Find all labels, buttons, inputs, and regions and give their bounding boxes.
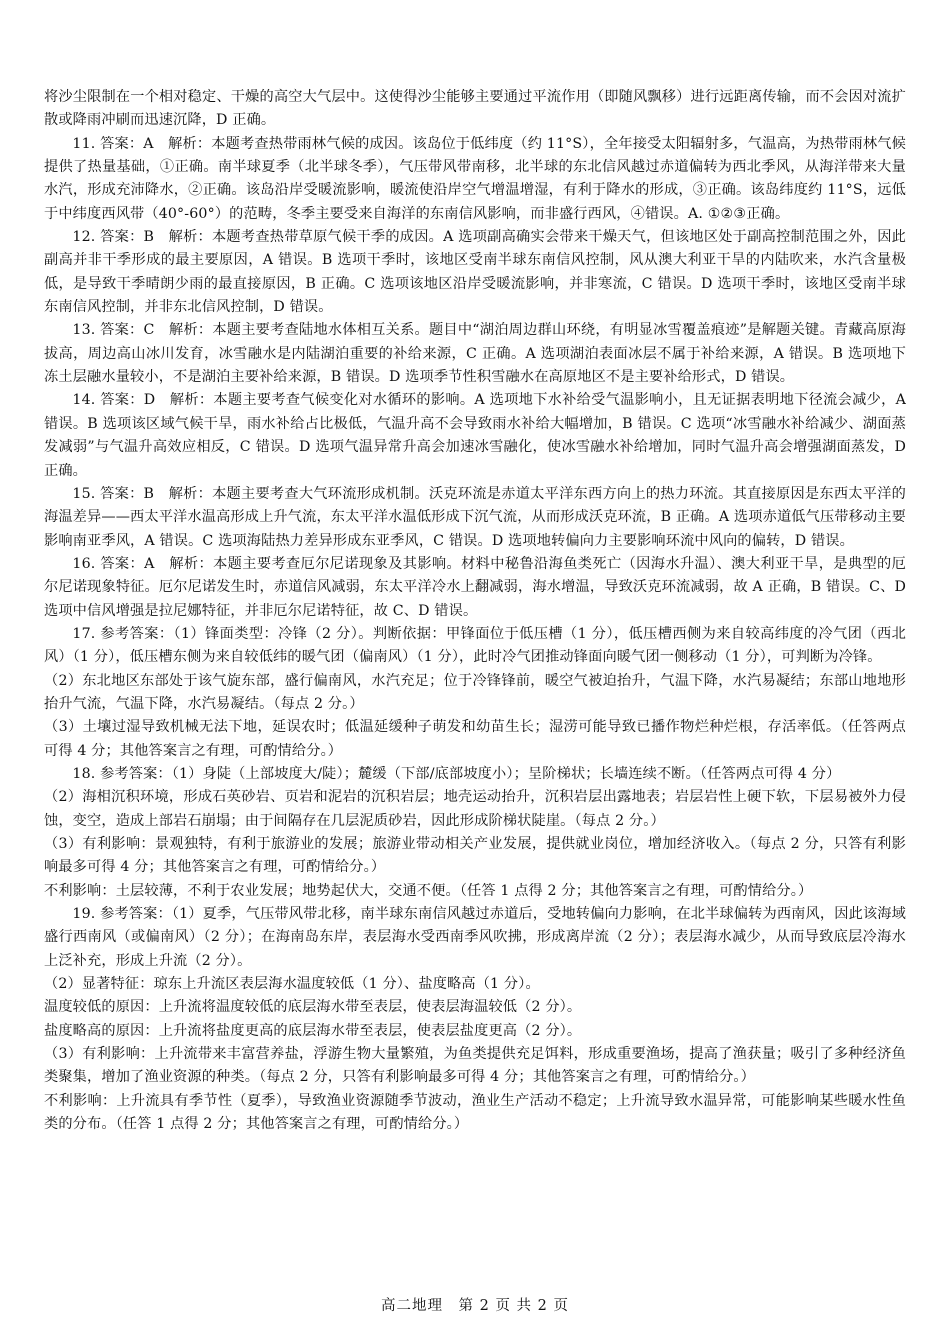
answer-paragraph: （3）土壤过湿导致机械无法下地，延误农时；低温延缓种子萌发和幼苗生长；湿涝可能导致已播作物烂种烂根，存活率低。（任答两点可得 4 分；其他答案言之有理，可酌情给分。） — [44, 719, 906, 759]
answer-paragraph: 14. 答案：D 解析：本题主要考查气候变化对水循环的影响。A 选项地下水补给受气温影响小，且无证据表明地下径流会减少，A 错误。B 选项该区域气候干旱，雨水补给占比极低，气温升高不会导致雨水补给大幅增加，B 错误。C 选项“冰雪融水补给减少、湖面蒸发减弱”与气温升高效应相反，C 错误。D 选项气温异常升高会加速冰雪融化，使冰雪融水补给增加，同时气温升高会增强湖面蒸发，D 正确。 — [44, 392, 906, 479]
answer-paragraph: （3）有利影响：景观独特，有利于旅游业的发展；旅游业带动相关产业发展，提供就业岗位，增加经济收入。（每点 2 分，只答有利影响最多可得 4 分；其他答案言之有理，可酌情给分。） — [44, 836, 906, 876]
answer-paragraph: （2）显著特征：琼东上升流区表层海水温度较低（1 分）、盐度略高（1 分）。 — [44, 976, 540, 993]
answer-paragraph: 不利影响：上升流具有季节性（夏季），导致渔业资源随季节波动，渔业生产活动不稳定；上升流导致水温异常，可能影响某些暖水性鱼类的分布。（任答 1 点得 2 分；其他答案言之有理，可酌情给分。） — [44, 1092, 906, 1133]
answer-paragraph: 11. 答案：A 解析：本题考查热带雨林气候的成因。该岛位于低纬度（约 11°S），全年接受太阳辐射多，气温高，为热带雨林气候提供了热量基础，①正确。南半球夏季（北半球冬季），气压带风带南移，北半球的东北信风越过赤道偏转为西北季风，从海洋带来大量水汽，形成充沛降水，②正确。该岛沿岸受暖流影响，暖流使沿岸空气增温增湿，有利于降水的形成，③正确。该岛纬度约 11°S，远低于中纬度西风带（40°-60°）的范畴，冬季主要受来自海洋的东南信风影响，而非盛行西风，④错误。A. ①②③正确。 — [44, 135, 906, 222]
answer-paragraph: （2）海相沉积环境，形成石英砂岩、页岩和泥岩的沉积岩层；地壳运动抬升，沉积岩层出露地表；岩层岩性上硬下软，下层易被外力侵蚀，变空，造成上部岩石崩塌；由于间隔存在几层泥质砂岩，因此形成阶梯状陡崖。（每点 2 分。） — [44, 789, 906, 829]
answer-paragraph: 18. 参考答案：（1）身陡（上部坡度大/陡）；麓缓（下部/底部坡度小）；呈阶梯状；长墙连续不断。（任答两点可得 4 分） — [72, 765, 841, 782]
answer-paragraph: 17. 参考答案：（1）锋面类型：冷锋（2 分）。判断依据：甲锋面位于低压槽（1 分），低压槽西侧为来自较高纬度的冷气团（西北风）（1 分），低压槽东侧为来自较低纬的暖气团（偏南风）（1 分），此时冷气团推动锋面向暖气团一侧移动（1 分），可判断为冷锋。 — [44, 625, 906, 666]
answer-paragraph: 16. 答案：A 解析：本题主要考查厄尔尼诺现象及其影响。材料中秘鲁沿海鱼类死亡（因海水升温）、澳大利亚干旱，是典型的厄尔尼诺现象特征。厄尔尼诺发生时，赤道信风减弱，东太平洋冷水上翻减弱，海水增温，导致沃克环流减弱，故 A 正确，B 错误。C、D 选项中信风增强是拉尼娜特征，并非厄尔尼诺特征，故 C、D 错误。 — [44, 555, 906, 619]
answer-paragraph: 温度较低的原因：上升流将温度较低的底层海水带至表层，使表层海温较低（2 分）。 — [44, 999, 582, 1016]
answer-paragraph: 不利影响：土层较薄，不利于农业发展；地势起伏大，交通不便。（任答 1 点得 2 分；其他答案言之有理，可酌情给分。） — [44, 882, 813, 899]
answer-paragraph: 13. 答案：C 解析：本题主要考查陆地水体相互关系。题目中“湖泊周边群山环绕，有明显冰雪覆盖痕迹”是解题关键。青藏高原海拔高，周边高山冰川发育，冰雪融水是内陆湖泊重要的补给来源，C 正确。A 选项湖泊表面冰层不属于补给来源，A 错误。B 选项地下冻土层融水量较小，不是湖泊主要补给来源，B 错误。D 选项季节性积雪融水在高原地区不是主要补给形式，D 错误。 — [44, 322, 906, 386]
answer-paragraph: 盐度略高的原因：上升流将盐度更高的底层海水带至表层，使表层盐度更高（2 分）。 — [44, 1022, 582, 1039]
answer-paragraph: 12. 答案：B 解析：本题考查热带草原气候干季的成因。A 选项副高确实会带来干燥天气，但该地区处于副高控制范围之外，因此副高并非干季形成的最主要原因，A 错误。B 选项干季时，该地区受南半球东南信风控制，风从澳大利亚干旱的内陆吹来，水汽含量极低，是导致干季晴朗少雨的最直接原因，B 正确。C 选项该地区沿岸受暖流影响，并非寒流，C 错误。D 选项干季时，该地区受南半球东南信风控制，并非东北信风控制，D 错误。 — [44, 229, 906, 316]
page-footer: 高二地理 第 2 页 共 2 页 — [381, 1298, 569, 1314]
answer-paragraph: （2）东北地区东部处于该气旋东部，盛行偏南风，水汽充足；位于冷锋锋前，暖空气被迫抬升，气温下降，水汽易凝结；东部山地地形抬升气流，气温下降，水汽易凝结。（每点 2 分。） — [44, 672, 906, 712]
answer-paragraph: 将沙尘限制在一个相对稳定、干燥的高空大气层中。这使得沙尘能够主要通过平流作用（即随风飘移）进行远距离传输，而不会因对流扩散或降雨冲刷而迅速沉降，D 正确。 — [44, 89, 906, 129]
answer-paragraph: 15. 答案：B 解析：本题主要考查大气环流形成机制。沃克环流是赤道太平洋东西方向上的热力环流。其直接原因是东西太平洋的海温差异——西太平洋水温高形成上升气流，东太平洋水温低形成下沉气流，从而形成沃克环流，B 正确。A 选项赤道低气压带移动主要影响南亚季风，A 错误。C 选项海陆热力差异形成东亚季风，C 错误。D 选项地转偏向力主要影响环流中风向的偏转，D 错误。 — [44, 485, 906, 549]
answer-key-body — [44, 86, 906, 1136]
answer-paragraph: 19. 参考答案：（1）夏季，气压带风带北移，南半球东南信风越过赤道后，受地转偏向力影响，在北半球偏转为西南风，因此该海域盛行西南风（或偏南风）（2 分）；在海南岛东岸，表层海水受西南季风吹拂，形成离岸流（2 分）；表层海水减少，从而导致底层冷海水上泛补充，形成上升流（2 分）。 — [44, 906, 906, 969]
answer-paragraph: （3）有利影响：上升流带来丰富营养盐，浮游生物大量繁殖，为鱼类提供充足饵料，形成重要渔场，提高了渔获量；吸引了多种经济鱼类聚集，增加了渔业资源的种类。（每点 2 分，只答有利影响最多可得 4 分；其他答案言之有理，可酌情给分。） — [44, 1046, 906, 1086]
